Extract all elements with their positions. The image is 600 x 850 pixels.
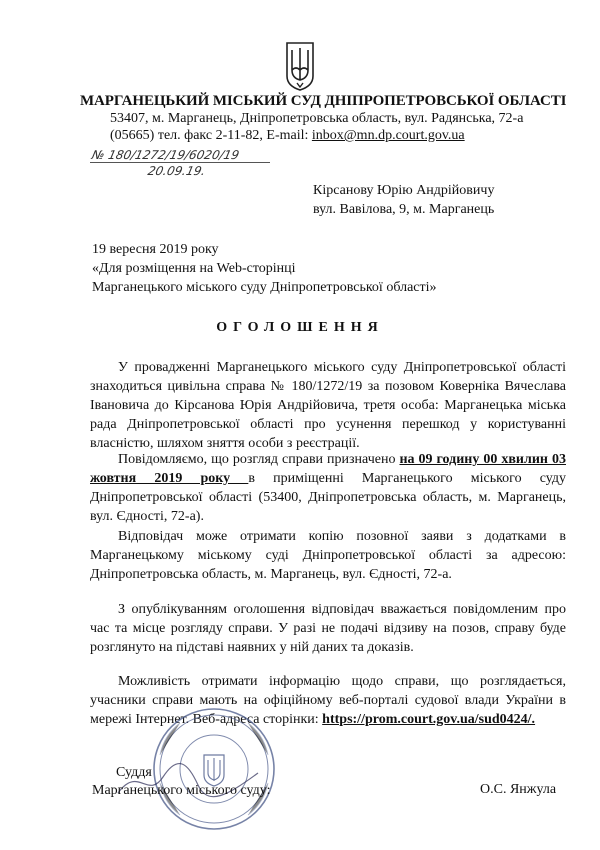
judge-name: О.С. Янжула (480, 782, 557, 797)
court-email-link[interactable]: inbox@mn.dp.court.gov.ua (311, 128, 465, 143)
paragraph-hearing (90, 450, 566, 526)
signature-title-court: Марганецького міського суду: (92, 783, 271, 798)
purpose-line-2: Марганецького міського суду Дніпропетровської області» (92, 280, 437, 295)
paragraph-case-info: У провадженні Марганецького міського суду Дніпропетровської області знаходиться цивільна справа № 180/1272/19 за позовом Коверніка Вячеслава Івановича до Кірсанова Юрія Андрійовича, третя особа: Марганецька міська рада Дніпропетровської області про усунення перешкод у користуванні власністю, шляхом зняття особи з реєстрації. (90, 360, 566, 451)
court-contacts (110, 128, 465, 144)
date-block (92, 240, 437, 297)
document-heading: ОГОЛОШЕННЯ (216, 320, 384, 335)
signature-block (92, 764, 271, 800)
handwritten-reg-number: № 180/1272/19/6020/19 (90, 148, 241, 162)
document-date: 19 вересня 2019 року (92, 242, 219, 257)
web-address-label: Веб-адреса сторінки: (192, 712, 323, 727)
court-name: МАРГАНЕЦЬКИЙ МІСЬКИЙ СУД ДНІПРОПЕТРОВСЬКОЇ ОБЛАСТІ (80, 93, 567, 109)
hearing-intro: Повідомляємо, що розгляд справи призначено (118, 452, 400, 467)
web-info-text: Можливість отримати інформацію щодо справи, що розглядається, учасники справи мають на офіційному веб-порталі судової влади України в мережі Інтернет. (90, 674, 566, 727)
hearing-location: в приміщенні Марганецького міського суду Дніпропетровської області (53400, Дніпропетровська область, м. Марганець, вул. Єдності, 72-а). (90, 471, 567, 524)
recipient-name: Кірсанову Юрію Андрійовичу (313, 183, 495, 198)
court-address: 53407, м. Марганець, Дніпропетровська область, вул. Радянська, 72-а (110, 111, 524, 126)
hearing-datetime: на 09 годину 00 хвилин 03 жовтня 2019 року (90, 452, 566, 486)
paragraph-notice: З опублікуванням оголошення відповідач вважається повідомленим про час та місце розгляду справи. У разі не подачі відзиву на позов, справу буде розглянуто на підставі наявних у ній даних та доказів. (90, 602, 566, 655)
court-phone: (05665) тел. факс 2-11-82, E-mail: (110, 128, 312, 143)
purpose-line-1: «Для розміщення на Web-сторінці (92, 261, 296, 276)
recipient-address: вул. Вавілова, 9, м. Марганець (313, 202, 495, 217)
paragraph-copy-info: Відповідач може отримати копію позовної заяви з додатками в Марганецькому міському суді Дніпропетровської області за адресою: Дніпропетровська область, м. Марганець, вул. Єдності, 72-а. (90, 529, 566, 582)
handwritten-reg-date: 20.09.19. (146, 164, 207, 178)
recipient-block (313, 181, 494, 219)
signature-title-judge: Суддя (116, 765, 152, 780)
court-web-link[interactable]: https://prom.court.gov.ua/sud0424/. (322, 712, 536, 727)
handwritten-underline (90, 162, 270, 163)
trident-emblem-icon (284, 40, 316, 92)
